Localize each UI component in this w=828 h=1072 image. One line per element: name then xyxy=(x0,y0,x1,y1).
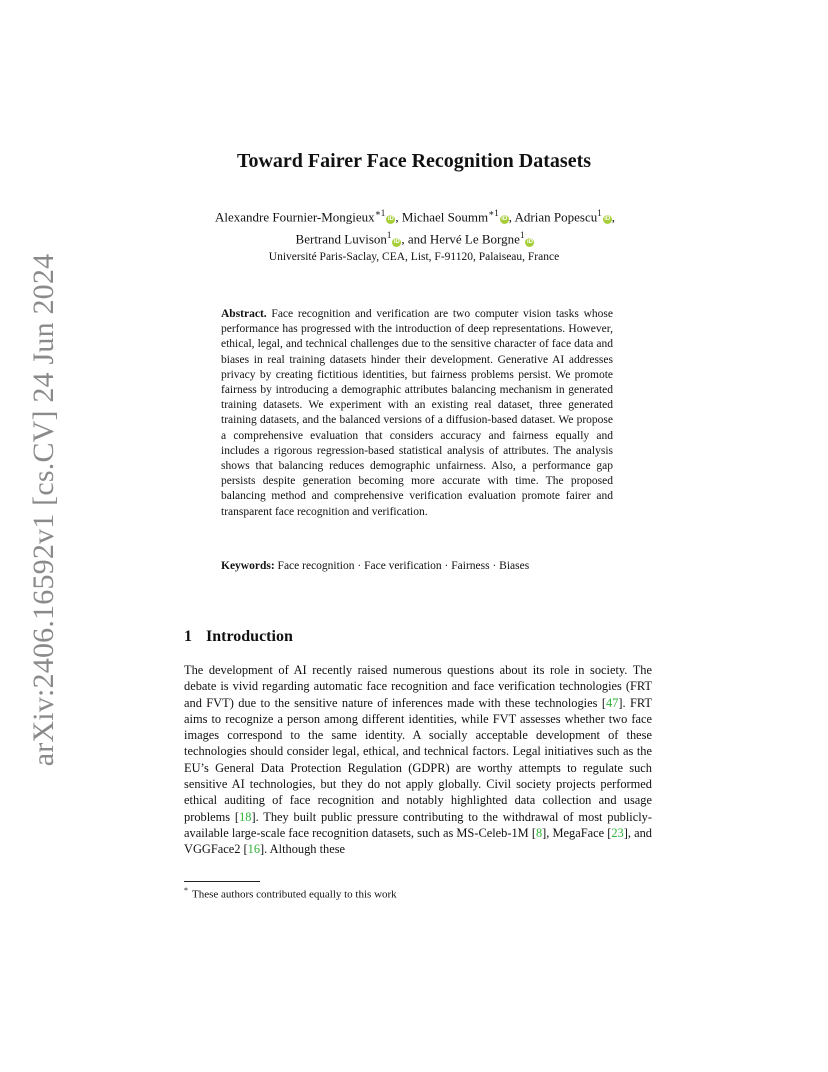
abstract-text: Face recognition and verification are two computer vision tasks whose performance has progressed with the introduction of deep representations. However, ethical, legal, and technical challenges due to the sensitive character of face data and biases in real training datasets hinder their development. Generative AI addresses privacy by creating fictitious identities, but fairness problems persist. We promote fairness by introducing a demographic attributes balancing mechanism in generated training datasets. We experiment with an existing real dataset, three generated training datasets, and the balanced versions of a diffusion-based dataset. We propose a comprehensive evaluation that considers accuracy and fairness equally and includes a rigorous regression-based statistical analysis of attributes. The analysis shows that balancing reduces demographic unfairness. Also, a performance gap persists despite generation becoming more accurate with time. The proposed balancing method and comprehensive verification evaluation promote fairer and transparent face recognition and verification. xyxy=(221,308,614,518)
citation-link[interactable]: 16 xyxy=(247,842,261,857)
author-name: Alexandre Fournier-Mongieux xyxy=(215,209,375,225)
keywords xyxy=(221,560,621,572)
author-list xyxy=(150,204,680,249)
section-number: 1 xyxy=(184,628,192,645)
citation-link[interactable]: 47 xyxy=(605,695,619,710)
footnote-mark: * xyxy=(184,886,188,895)
intro-text: ], MegaFace [ xyxy=(542,825,612,840)
author-separator: , xyxy=(508,209,515,225)
citation-link[interactable]: 18 xyxy=(239,809,252,824)
author-affiliation-mark: ∗1 xyxy=(374,208,386,218)
orcid-icon[interactable]: iD xyxy=(501,216,508,223)
author-affiliation-mark: 1 xyxy=(386,230,392,241)
section-title: Introduction xyxy=(206,628,293,645)
intro-text: ], and VGGFace2 [ xyxy=(184,825,652,857)
author-affiliation-mark: 1 xyxy=(519,230,525,241)
author-name: Hervé Le Borgne xyxy=(429,231,520,247)
intro-text: The development of AI recently raised numerous questions about its role in society. The debate is vivid regarding automatic face recognition and face verification technologies (FRT and FVT) due to the sensitive nature of inferences made with these technologies [ xyxy=(184,663,652,710)
intro-text: ]. They built public pressure contributing to the withdrawal of most publicly-available large-scale face recognition datasets, such as MS-Celeb-1M [ xyxy=(184,809,653,840)
author-name: Bertrand Luvison xyxy=(295,231,387,247)
keywords-label: Keywords: xyxy=(221,560,275,572)
footnote-divider xyxy=(184,881,260,882)
paper-title: Toward Fairer Face Recognition Datasets xyxy=(236,150,592,172)
footnote xyxy=(184,886,397,901)
author-separator: , xyxy=(395,209,402,225)
abstract-label: Abstract. xyxy=(221,308,267,320)
author-affiliation-mark: 1 xyxy=(597,208,602,218)
intro-text: ]. Although these xyxy=(260,842,346,857)
orcid-icon[interactable]: iD xyxy=(387,216,394,223)
orcid-icon[interactable]: iD xyxy=(526,238,533,245)
arxiv-sidebar-stamp xyxy=(22,253,66,767)
section-heading xyxy=(184,628,293,646)
arxiv-identifier: arXiv:2406.16592v1 [cs.CV] 24 Jun 2024 xyxy=(27,253,60,767)
orcid-icon[interactable]: iD xyxy=(393,238,400,245)
footnote-text: These authors contributed equally to this work xyxy=(192,888,397,901)
orcid-icon[interactable]: iD xyxy=(604,216,611,223)
author-separator: , and xyxy=(401,231,430,247)
introduction-paragraph xyxy=(184,662,652,858)
intro-text: ]. FRT aims to recognize a person among different identities, while FVT assesses whether two face images correspond to the same identity. A socially acceptable development of these technologies should consider legal, ethical, and technical factors. Legal initiatives such as the EU’s General Data Protection Regulation (GDPR) are worthy attempts to regulate such sensitive AI technologies, but they do not apply globally. Civil society projects performed ethical auditing of face recognition and notably highlighted data collection and usage problems [ xyxy=(184,695,652,824)
author-separator: , xyxy=(611,209,615,225)
author-name: Adrian Popescu xyxy=(514,209,598,225)
citation-link[interactable]: 23 xyxy=(611,825,624,840)
abstract xyxy=(221,307,613,520)
author-affiliation-mark: ∗1 xyxy=(488,208,499,218)
citation-link[interactable]: 8 xyxy=(535,825,543,840)
keywords-text: Face recognition · Face verification · Fairness · Biases xyxy=(277,560,530,572)
affiliation: Université Paris-Saclay, CEA, List, F-91120, Palaiseau, France xyxy=(268,251,560,263)
author-name: Michael Soumm xyxy=(401,209,489,225)
